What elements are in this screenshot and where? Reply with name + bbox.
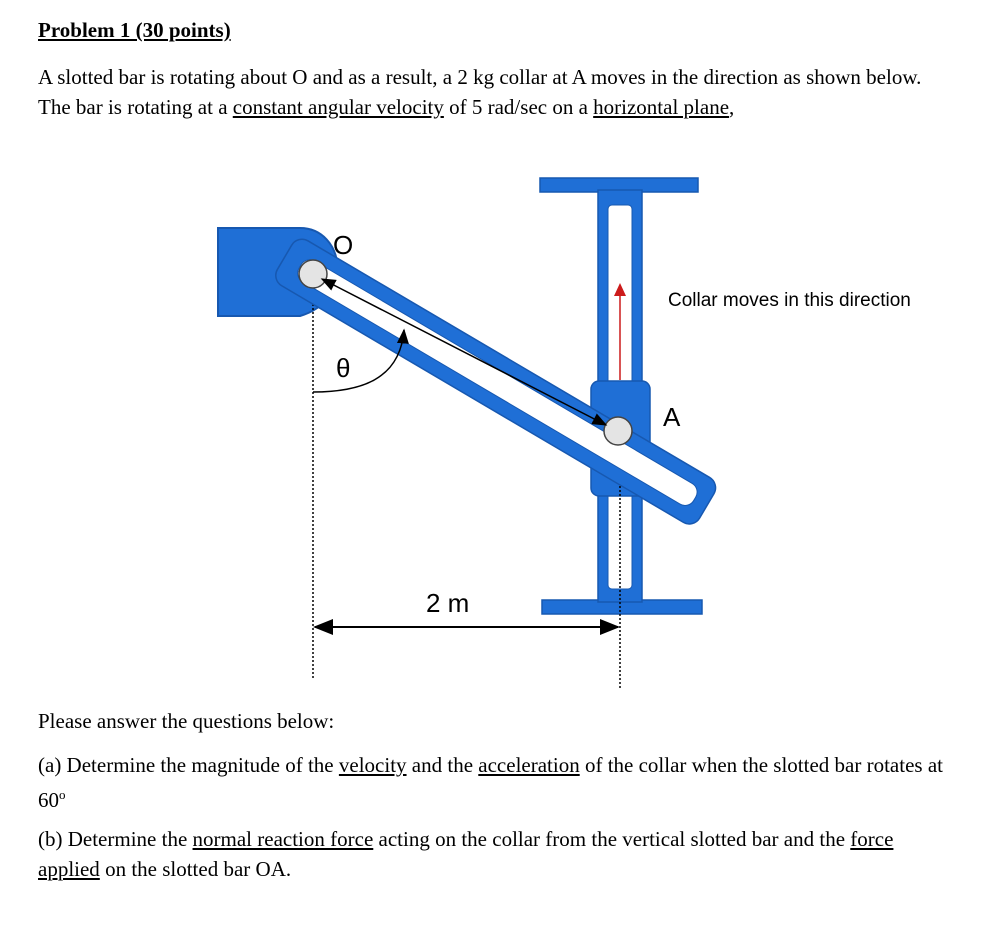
- problem-title: Problem 1 (30 points): [38, 18, 231, 42]
- underlined-term: horizontal plane: [593, 95, 730, 119]
- problem-statement: A slotted bar is rotating about O and as a result, a 2 kg collar at A moves in the direction as shown below. The bar is rotating at a constant angular velocity of 5 rad/sec on a horizontal plane,: [38, 65, 922, 119]
- underlined-term: velocity: [338, 753, 407, 777]
- label-theta: θ: [336, 353, 351, 383]
- underlined-term: force applied: [38, 827, 894, 881]
- bar-length-arrow: [322, 279, 606, 425]
- pin-a: [604, 417, 632, 445]
- pin-o: [299, 260, 327, 288]
- label-distance: 2 m: [426, 588, 470, 618]
- label-o: O: [333, 230, 354, 260]
- question-a: (a) Determine the magnitude of the velocity and the acceleration of the collar when the slotted bar rotates at 60$^o$: [38, 753, 943, 812]
- underlined-term: constant angular velocity: [232, 95, 444, 119]
- questions-heading: Please answer the questions below:: [38, 709, 335, 733]
- underlined-term: acceleration: [478, 753, 580, 777]
- label-a: A: [663, 402, 681, 432]
- degree-mark: o: [59, 787, 66, 802]
- underlined-term: normal reaction force: [192, 827, 374, 851]
- question-b: (b) Determine the normal reaction force acting on the collar from the vertical slotted bar and the force applied on the slotted bar OA.: [38, 827, 894, 881]
- label-direction: Collar moves in this direction: [668, 290, 911, 311]
